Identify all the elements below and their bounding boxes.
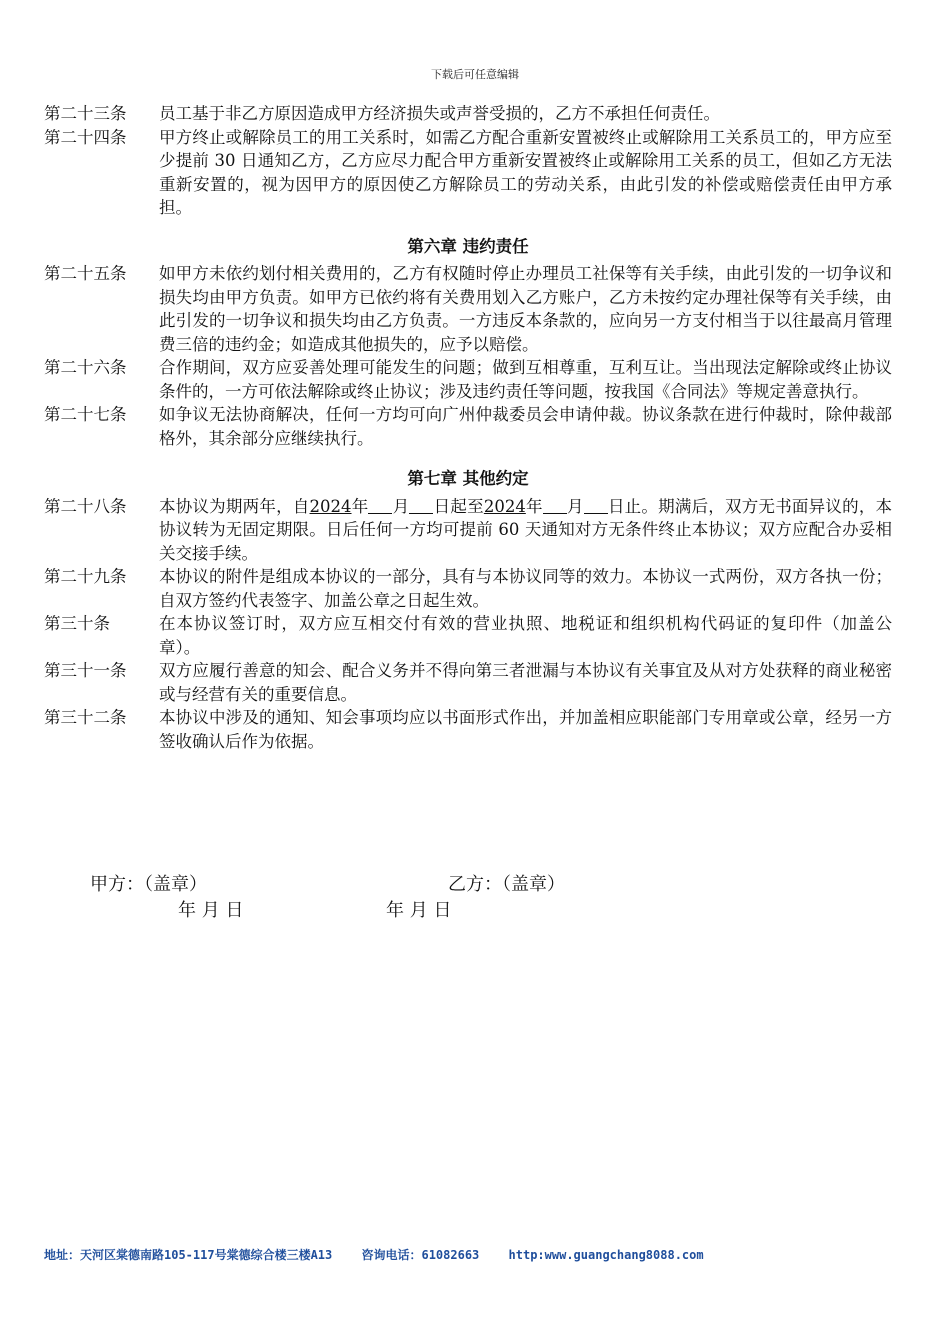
article-text: 甲方终止或解除员工的用工关系时，如需乙方配合重新安置被终止或解除用工关系员工的，甲方应至少提前 30 日通知乙方，乙方应尽力配合甲方重新安置被终止或解除用工关系的员工，但如乙方无法重新安置的，视为因甲方的原因使乙方解除员工的劳动关系，由此引发的补偿或赔偿责任由甲方承担。 xyxy=(159,127,892,217)
article-28 xyxy=(44,495,892,566)
article-27 xyxy=(44,403,892,450)
blank-month xyxy=(368,497,392,514)
article-number: 第二十四条 xyxy=(44,127,127,147)
text-fragment: 月 xyxy=(566,496,584,516)
article-23 xyxy=(44,102,892,126)
blank-month xyxy=(543,497,567,514)
start-year: 2024 xyxy=(309,496,352,516)
article-text: 合作期间，双方应妥善处理可能发生的问题；做到互相尊重，互利互让。当出现法定解除或终止协议条件的，一方可依法解除或终止协议；涉及违约责任等问题，按我国《合同法》等规定善意执行。 xyxy=(159,358,892,401)
article-number: 第二十五条 xyxy=(44,264,127,283)
article-25 xyxy=(44,262,892,356)
footer-phone: 咨询电话：61082663 xyxy=(361,1248,480,1262)
contract-body xyxy=(44,102,892,753)
article-text: 本协议的附件是组成本协议的一部分，具有与本协议同等的效力。本协议一式两份，双方各执一份；自双方签约代表签字、加盖公章之日起生效。 xyxy=(159,567,892,610)
text-fragment: 年 xyxy=(525,496,543,516)
article-text xyxy=(159,495,892,566)
article-number: 第二十七条 xyxy=(44,405,127,424)
article-number: 第二十六条 xyxy=(44,358,127,377)
article-32 xyxy=(44,706,892,753)
text-fragment: 日起至 xyxy=(433,496,484,516)
text-fragment: 日止。期满后，双方无书面异议的，本协议转为无固定期限。日后任何一方均可提前 60 天通知对方无条件终止本协议；双方应配合办妥相关交接手续。 xyxy=(159,496,893,563)
article-text: 双方应履行善意的知会、配合义务并不得向第三者泄漏与本协议有关事宜及从对方处获释的商业秘密或与经营有关的重要信息。 xyxy=(159,661,892,704)
party-a-seal-label: 甲方：（盖章） xyxy=(90,874,207,895)
article-text: 本协议中涉及的通知、知会事项均应以书面形式作出，并加盖相应职能部门专用章或公章，经另一方签收确认后作为依据。 xyxy=(159,708,892,751)
article-number: 第三十二条 xyxy=(44,708,127,727)
header-note: 下载后可任意编辑 xyxy=(431,68,519,81)
end-year: 2024 xyxy=(483,496,526,516)
text-fragment: 本协议为期两年，自 xyxy=(159,496,310,516)
article-number: 第二十九条 xyxy=(44,567,127,586)
article-text: 在本协议签订时，双方应互相交付有效的营业执照、地税证和组织机构代码证的复印件（加盖公章）。 xyxy=(159,614,892,657)
blank-day xyxy=(584,497,608,514)
article-text: 员工基于非乙方原因造成甲方经济损失或声誉受损的，乙方不承担任何责任。 xyxy=(159,104,720,123)
text-fragment: 月 xyxy=(392,496,410,516)
chapter-heading-7: 第七章 其他约定 xyxy=(407,469,529,488)
article-text: 如争议无法协商解决，任何一方均可向广州仲裁委员会申请仲裁。协议条款在进行仲裁时，除仲裁部格外，其余部分应继续执行。 xyxy=(159,405,892,448)
party-b-seal-label: 乙方：（盖章） xyxy=(448,874,565,895)
page-footer xyxy=(44,1246,924,1263)
article-text: 如甲方未依约划付相关费用的，乙方有权随时停止办理员工社保等有关手续，由此引发的一切争议和损失均由甲方负责。如甲方已依约将有关费用划入乙方账户，乙方未按约定办理社保等有关手续，由此引发的一切争议和损失均由乙方负责。一方违反本条款的，应向另一方支付相当于以往最高月管理费三倍的违约金；如造成其他损失的，应予以赔偿。 xyxy=(159,264,892,354)
party-a-date: 年 月 日 xyxy=(178,900,244,921)
article-number: 第二十三条 xyxy=(44,104,127,123)
article-number: 第二十八条 xyxy=(44,496,127,516)
text-fragment: 年 xyxy=(351,496,369,516)
article-24 xyxy=(44,126,892,220)
article-number: 第三十一条 xyxy=(44,661,127,680)
footer-address: 地址：天河区棠德南路105-117号棠德综合楼三楼A13 xyxy=(44,1248,333,1262)
blank-day xyxy=(409,497,433,514)
article-31 xyxy=(44,659,892,706)
article-26 xyxy=(44,356,892,403)
article-30 xyxy=(44,612,892,659)
article-29 xyxy=(44,565,892,612)
party-b-date: 年 月 日 xyxy=(386,900,452,921)
chapter-heading-6: 第六章 违约责任 xyxy=(407,236,529,256)
footer-website: http:www.guangchang8088.com xyxy=(508,1248,704,1262)
article-number: 第三十条 xyxy=(44,614,110,633)
